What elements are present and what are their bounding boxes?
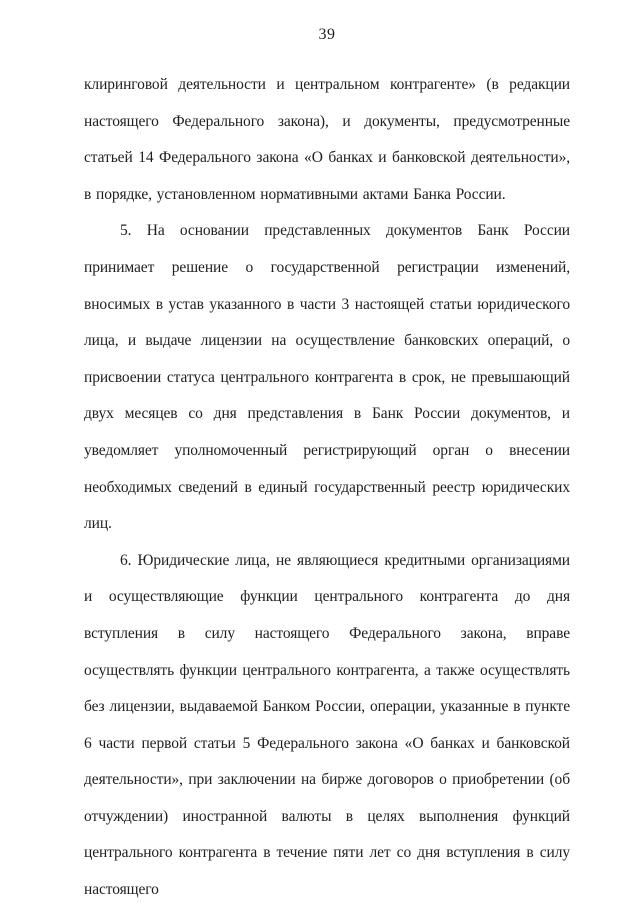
document-body — [84, 67, 570, 909]
page-number: 39 — [318, 26, 336, 43]
paragraph-continuation: клиринговой деятельности и центральном контрагенте» (в редакции настоящего Федерального закона), и документы, предусмотренные статьей 14 Федерального закона «О банках и банковской деятельности», в порядке, установленном нормативными актами Банка России. — [84, 76, 570, 203]
paragraph-item-6: 6. Юридические лица, не являющиеся кредитными организациями и осуществляющие функции центрального контрагента до дня вступления в силу настоящего Федерального закона, вправе осуществлять функции центрального контрагента, а также осуществлять без лицензии, выдаваемой Банком России, операции, указанные в пункте 6 части первой статьи 5 Федерального закона «О банках и банковской деятельности», при заключении на бирже договоров о приобретении (об отчуждении) иностранной валюты в целях выполнения функций центрального контрагента в течение пяти лет со дня вступления в силу настоящего — [84, 551, 570, 899]
paragraph-item-5: 5. На основании представленных документов Банк России принимает решение о государственной регистрации изменений, вносимых в устав указанного в части 3 настоящей статьи юридического лица, и выдаче лицензии на осуществление банковских операций, о присвоении статуса центрального контрагента в срок, не превышающий двух месяцев со дня представления в Банк России документов, и уведомляет уполномоченный регистрирующий орган о внесении необходимых сведений в единый государственный реестр юридических лиц. — [84, 222, 570, 533]
